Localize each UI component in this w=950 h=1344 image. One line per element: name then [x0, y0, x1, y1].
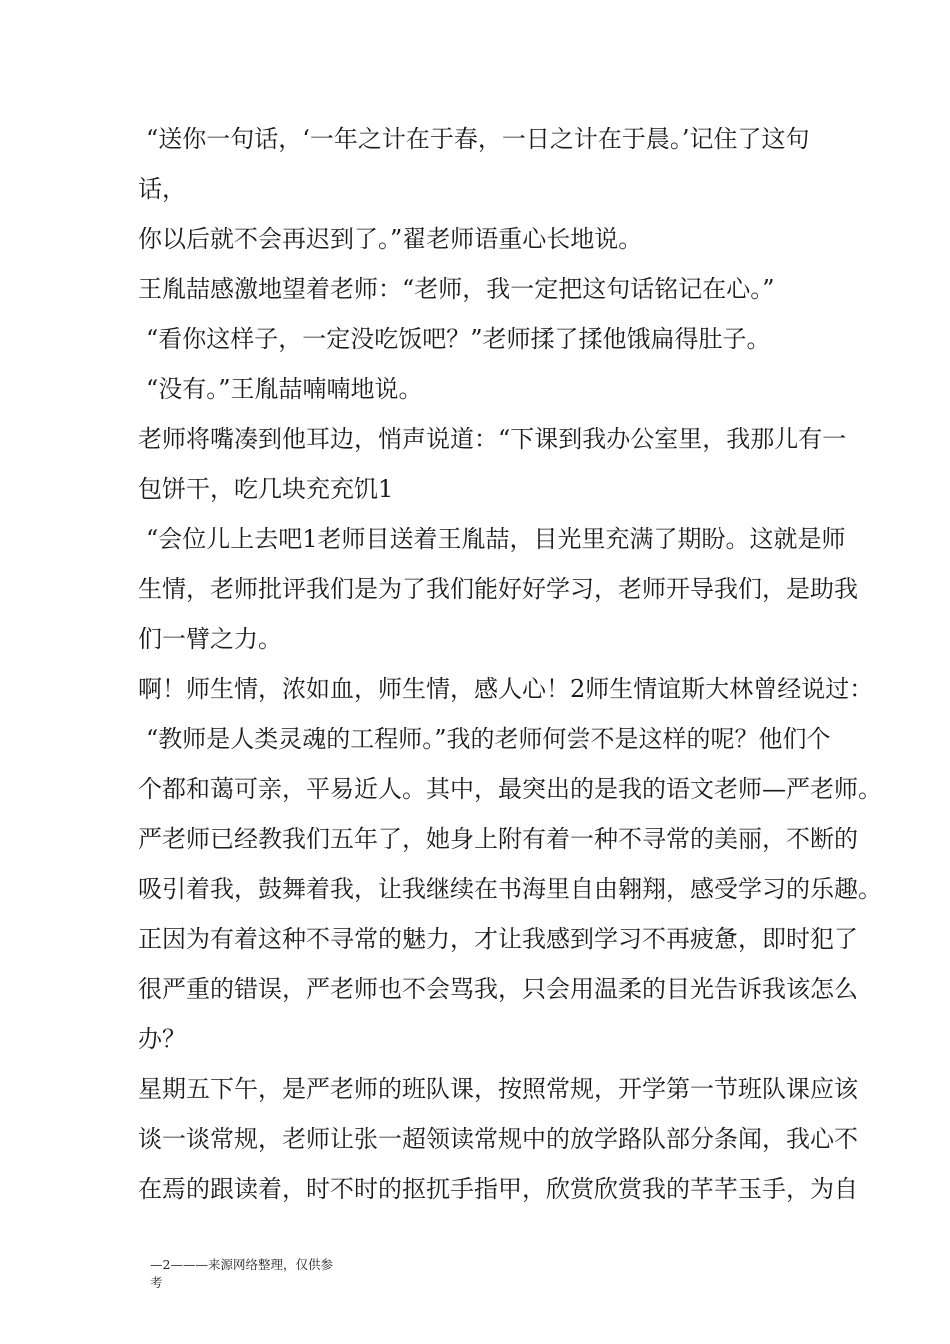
text-line: 在焉的跟读着，时不时的抠扤手指甲，欣赏欣赏我的芊芊玉手，为自: [138, 1175, 858, 1203]
text-line: “会位儿上去吧1老师目送着王胤喆，目光里充满了期盼。这就是师: [146, 525, 846, 553]
text-line: “看你这样子，一定没吃饭吧？”老师揉了揉他饿扁得肚子。: [146, 325, 771, 353]
text-line: 严老师已经教我们五年了，她身上附有着一种不寻常的美丽，不断的: [138, 825, 858, 853]
text-line: 谈一谈常规，老师让张一超领读常规中的放学路队部分条闻，我心不: [138, 1125, 858, 1153]
text-line: “教师是人类灵魂的工程师。”我的老师何尝不是这样的呢？他们个: [146, 725, 831, 753]
text-line: 生情，老师批评我们是为了我们能好好学习，老师开导我们，是助我: [138, 575, 858, 603]
text-line: 王胤喆感激地望着老师：“老师，我一定把这句话铭记在心。”: [138, 275, 775, 303]
text-line: 你以后就不会再迟到了。”翟老师语重心长地说。: [138, 225, 643, 253]
text-line: 吸引着我，鼓舞着我，让我继续在书海里自由翱翔，感受学习的乐趣。: [138, 875, 882, 903]
text-line: 老师将嘴凑到他耳边，悄声说道：“下课到我办公室里，我那儿有一: [138, 425, 847, 453]
text-line: 包饼干，吃几块充充饥1: [138, 475, 394, 503]
text-line: 们一臂之力。: [138, 625, 282, 653]
text-line: “送你一句话，‘一年之计在于春，一日之计在于晨。’记住了这句: [146, 125, 810, 153]
page-footer: —2———来源网络整理，仅供参: [150, 1257, 333, 1272]
text-line: 正因为有着这种不寻常的魅力，才让我感到学习不再疲惫，即时犯了: [138, 925, 858, 953]
page-footer-continued: 考: [150, 1275, 163, 1290]
text-line: 星期五下午，是严老师的班队课，按照常规，开学第一节班队课应该: [138, 1075, 858, 1103]
text-line: 办？: [138, 1025, 186, 1053]
text-line: 很严重的错误，严老师也不会骂我，只会用温柔的目光告诉我该怎么: [138, 975, 858, 1003]
text-line: “没有。”王胤喆喃喃地说。: [146, 375, 423, 403]
text-line: 啊！师生情，浓如血，师生情，感人心！2师生情谊斯大林曾经说过：: [138, 675, 874, 703]
text-line: 话，: [138, 175, 186, 203]
text-line: 个都和蔼可亲，平易近人。其中，最突出的是我的语文老师—严老师。: [138, 775, 882, 803]
